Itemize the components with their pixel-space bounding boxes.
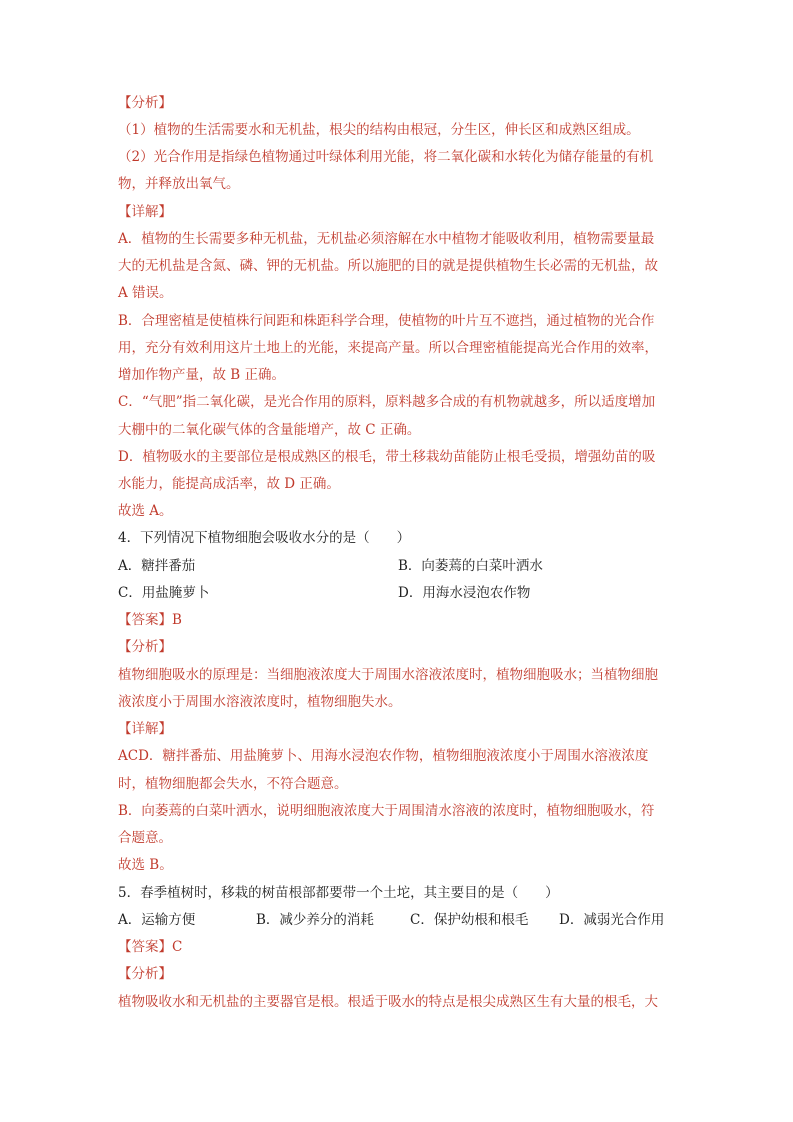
detail-line: ACD．糖拌番茄、用盐腌萝卜、用海水浸泡农作物，植物细胞液浓度小于周围水溶液浓度: [118, 748, 649, 764]
analysis-heading: 【分析】: [118, 966, 172, 982]
answer: 【答案】B: [118, 612, 182, 628]
analysis-heading: 【分析】: [118, 95, 172, 111]
detail-line: 用，充分有效利用这片土地上的光能，来提高产量。所以合理密植能提高光合作用的效率，: [118, 340, 658, 356]
detail-line: D．植物吸水的主要部位是根成熟区的根毛，带土移栽幼苗能防止根毛受损，增强幼苗的吸: [118, 449, 656, 465]
question-4-options-row-1: [118, 556, 678, 576]
option-d: D．用海水浸泡农作物: [398, 585, 531, 601]
analysis-heading: 【分析】: [118, 639, 172, 655]
answer: 【答案】C: [118, 939, 183, 955]
analysis-line: 液浓度小于周围水溶液浓度时，植物细胞失水。: [118, 694, 402, 710]
option-b: B．向萎蔫的白菜叶洒水: [398, 558, 543, 574]
detail-line: 大的无机盐是含氮、磷、钾的无机盐。所以施肥的目的就是提供植物生长必需的无机盐，故: [118, 258, 658, 274]
option-d: D．减弱光合作用: [559, 912, 665, 928]
question-4-stem: 4．下列情况下植物细胞会吸收水分的是（ ）: [118, 530, 411, 546]
option-a: A．糖拌番茄: [118, 558, 196, 574]
detail-line: C．“气肥”指二氧化碳，是光合作用的原料，原料越多合成的有机物就越多，所以适度增加: [118, 394, 656, 410]
conclusion: 故选 A。: [118, 503, 173, 519]
conclusion: 故选 B。: [118, 857, 173, 873]
detail-line: 大棚中的二氧化碳气体的含量能增产，故 C 正确。: [118, 422, 421, 438]
detail-line: B．向萎蔫的白菜叶洒水，说明细胞液浓度大于周围清水溶液的浓度时，植物细胞吸水，符: [118, 803, 655, 819]
detail-line: 增加作物产量，故 B 正确。: [118, 367, 286, 383]
detail-line: A．植物的生长需要多种无机盐，无机盐必须溶解在水中植物才能吸收利用，植物需要量最: [118, 231, 655, 247]
detail-line: A 错误。: [118, 285, 173, 301]
analysis-line: 植物吸收水和无机盐的主要器官是根。根适于吸水的特点是根尖成熟区生有大量的根毛，大: [118, 994, 658, 1010]
detail-heading: 【详解】: [118, 721, 172, 737]
option-a: A．运输方便: [118, 912, 196, 928]
option-c: C．用盐腌萝卜: [118, 585, 210, 601]
detail-heading: 【详解】: [118, 204, 172, 220]
analysis-line: （2）光合作用是指绿色植物通过叶绿体利用光能，将二氧化碳和水转化为储存能量的有机: [118, 149, 654, 165]
detail-line: B．合理密植是使植株行间距和株距科学合理，使植物的叶片互不遮挡，通过植物的光合作: [118, 313, 655, 329]
analysis-line: 物，并释放出氧气。: [118, 176, 240, 192]
question-5-stem: 5．春季植树时，移栽的树苗根部都要带一个土坨，其主要目的是（ ）: [118, 885, 559, 901]
option-c: C．保护幼根和根毛: [410, 912, 529, 928]
analysis-line: （1）植物的生活需要水和无机盐，根尖的结构由根冠，分生区，伸长区和成熟区组成。: [118, 122, 640, 138]
analysis-line: 植物细胞吸水的原理是：当细胞液浓度大于周围水溶液浓度时，植物细胞吸水；当植物细胞: [118, 667, 658, 683]
option-b: B．减少养分的消耗: [256, 912, 374, 928]
detail-line: 水能力，能提高成活率，故 D 正确。: [118, 476, 340, 492]
detail-line: 时，植物细胞都会失水，不符合题意。: [118, 776, 348, 792]
detail-line: 合题意。: [118, 830, 172, 846]
question-4-options-row-2: [118, 583, 678, 603]
